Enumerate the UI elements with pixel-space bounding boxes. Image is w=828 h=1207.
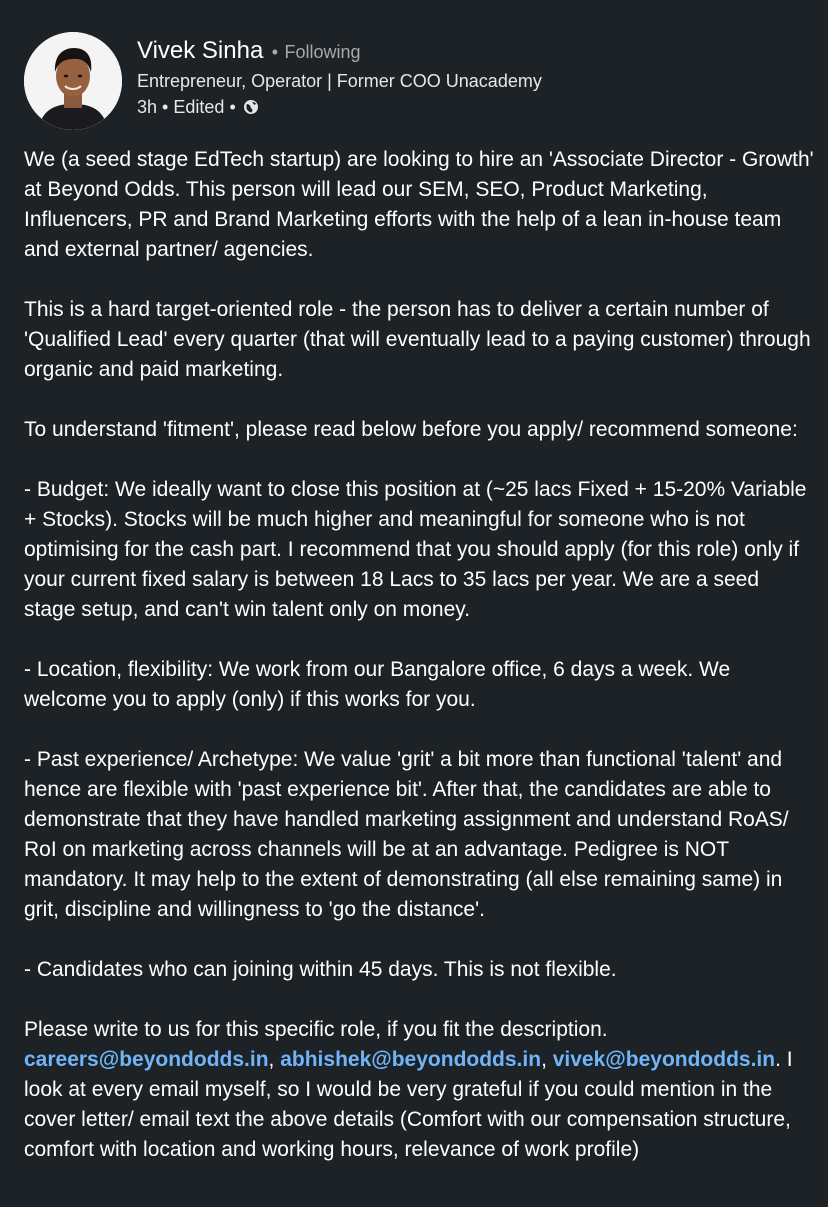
globe-icon	[243, 96, 259, 122]
post-paragraph: - Past experience/ Archetype: We value 'grit' a bit more than functional 'talent' and hence are flexible with 'past experience bit'. After that, the candidates are able to demonstrate that they have handled marketing assignment and understand RoAS/ RoI on marketing across channels will be at an advantage. Pedigree is NOT mandatory. It may help to the extent of demonstrating (all else remaining same) in grit, discipline and willingness to 'go the distance'.	[24, 748, 789, 921]
contact-outro: . I look at every email myself, so I would be very grateful if you could mention in the cover letter/ email text the above details (Comfort with our compensation structure, comfort with location and working hours, relevance of work profile)	[24, 1048, 793, 1161]
edited-label: Edited	[173, 97, 225, 117]
comma: ,	[541, 1048, 553, 1071]
email-link-abhishek[interactable]: abhishek@beyondodds.in	[280, 1048, 542, 1071]
avatar[interactable]	[24, 32, 122, 130]
email-link-careers[interactable]: careers@beyondodds.in	[24, 1048, 269, 1071]
author-name[interactable]: Vivek Sinha	[137, 37, 264, 64]
author-headline: Entrepreneur, Operator | Former COO Unacademy	[137, 71, 542, 91]
name-line	[137, 34, 807, 68]
avatar-portrait	[24, 32, 122, 130]
following-status[interactable]: Following	[284, 42, 361, 62]
post-paragraph: To understand 'fitment', please read below before you apply/ recommend someone:	[24, 418, 798, 441]
contact-intro: Please write to us for this specific role, if you fit the description.	[24, 1018, 608, 1041]
post-paragraph-contact	[24, 1015, 814, 1165]
post-body	[24, 145, 814, 1195]
post-header	[24, 32, 814, 132]
post-paragraph: We (a seed stage EdTech startup) are looking to hire an 'Associate Director - Growth' at Beyond Odds. This person will lead our SEM, SEO, Product Marketing, Influencers, PR and Brand Marketing efforts with the help of a lean in-house team and external partner/ agencies.	[24, 148, 814, 261]
comma: ,	[268, 1048, 281, 1071]
post-paragraph: - Candidates who can joining within 45 days. This is not flexible.	[24, 958, 617, 981]
separator-dot: •	[271, 42, 279, 62]
email-link-vivek[interactable]: vivek@beyondodds.in	[552, 1048, 776, 1071]
post-paragraph: - Location, flexibility: We work from our Bangalore office, 6 days a week. We welcome you to apply (only) if this works for you.	[24, 658, 731, 711]
post-paragraph: - Budget: We ideally want to close this position at (~25 lacs Fixed + 15-20% Variable + Stocks). Stocks will be much higher and meaningful for someone who is not optimising for the cash part. I recommend that you should apply (for this role) only if your current fixed salary is between 18 Lacs to 35 lacs per year. We are a seed stage setup, and can't win talent only on money.	[24, 478, 807, 621]
separator-dot: •	[229, 97, 236, 117]
separator-dot: •	[162, 97, 169, 117]
post-paragraph: This is a hard target-oriented role - the person has to deliver a certain number of 'Qualified Lead' every quarter (that will eventually lead to a paying customer) through organic and paid marketing.	[24, 298, 811, 381]
post-time: 3h	[137, 97, 158, 117]
post-timestamp	[137, 94, 807, 120]
author-meta	[137, 34, 807, 120]
